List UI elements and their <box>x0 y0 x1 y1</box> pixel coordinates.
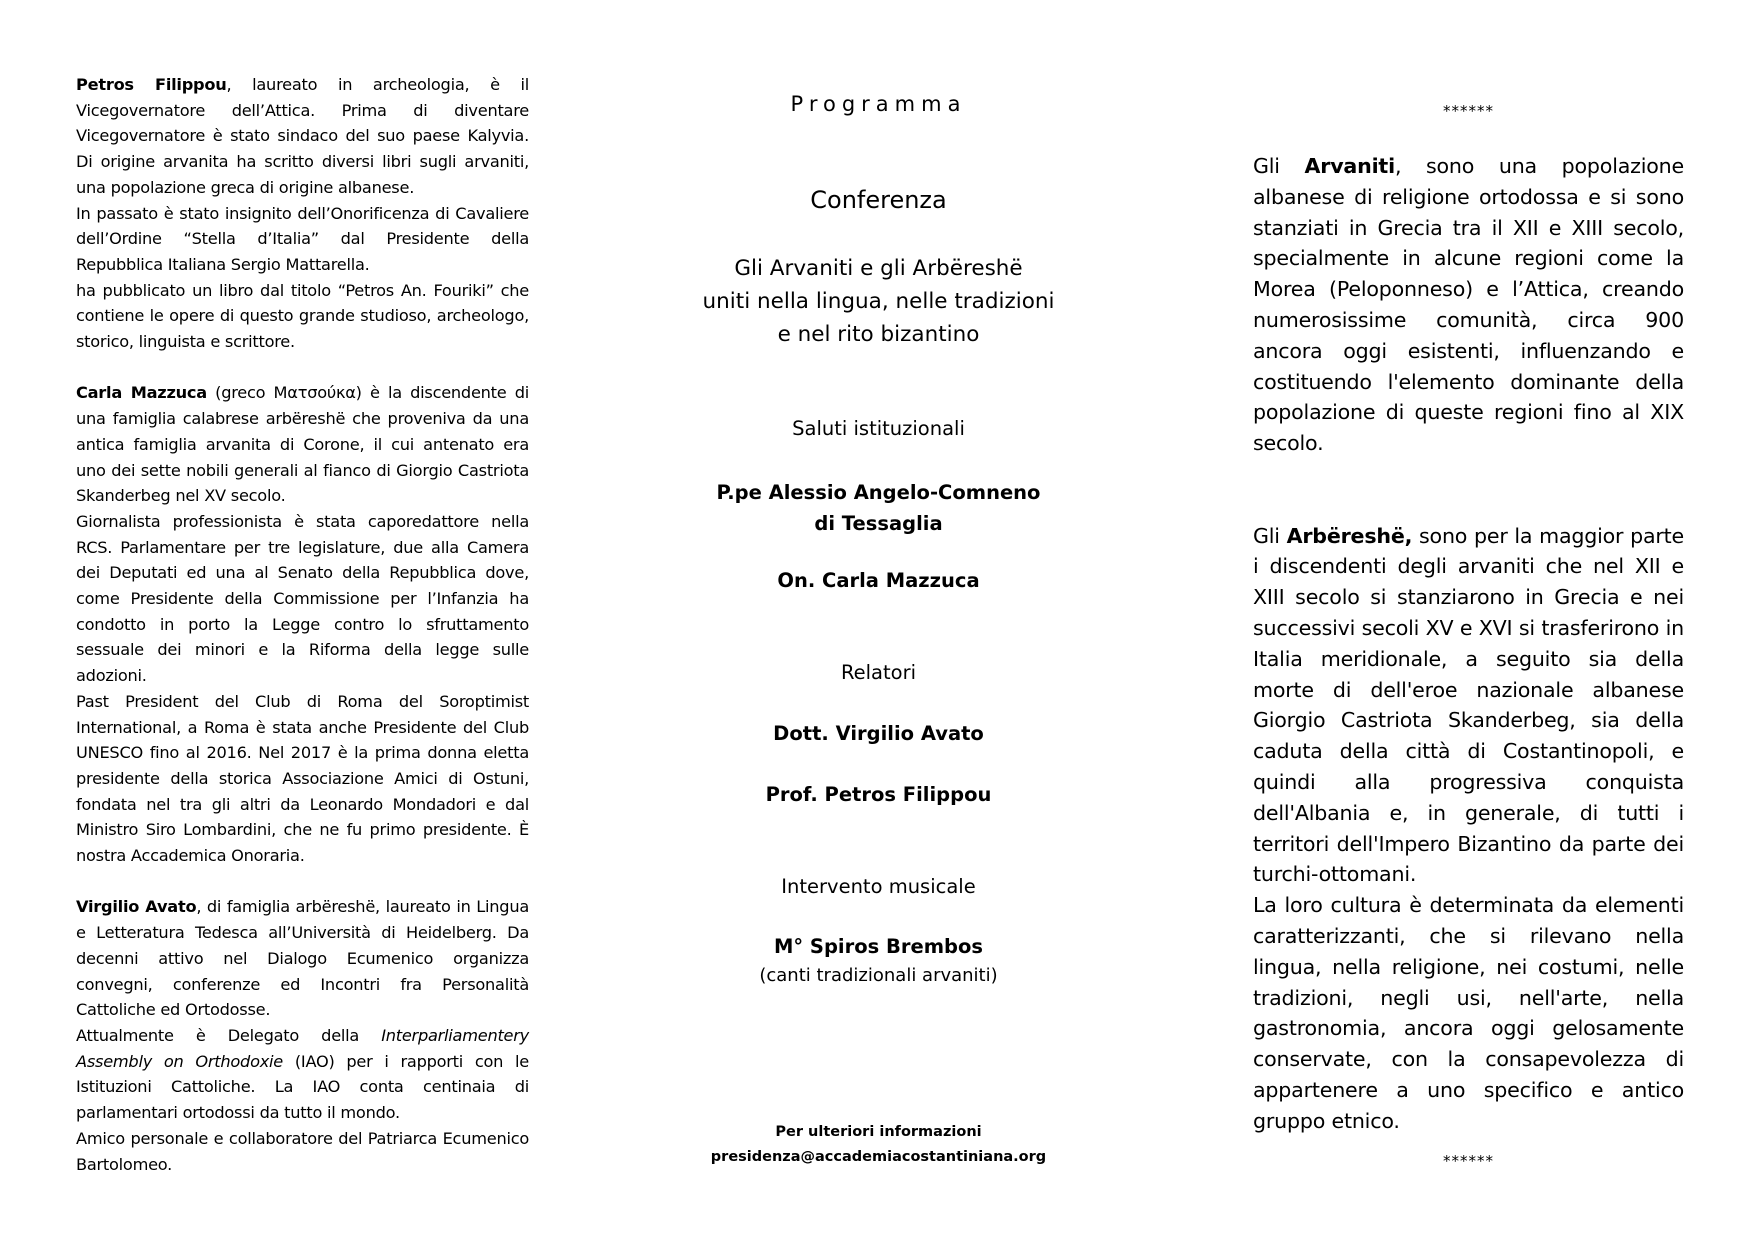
relatore-2: Prof. Petros Filippou <box>765 783 992 806</box>
musica-performer: M° Spiros Brembos <box>773 935 984 958</box>
arbereshe-paragraph: Gli Arbëreshë, sono per la maggior parte i discendenti degli arvaniti che nel XII e XIII secolo si stanziarono in Grecia e nei successivi secoli XV e XVI si trasferirono in Italia meridionale, a seguito sia della morte di dell'eroe nazionale albanese Giorgio Castriota Skanderbeg, sia della caduta della città di Costantinopoli, e quindi alla progressiva conquista dell'Albania e, in generale, di tutti i territori dell'Impero Bizantino da parte dei turchi-ottomani. <box>1253 523 1684 887</box>
arvaniti-term: Arvaniti <box>1304 154 1395 178</box>
bio-petros-3: ha pubblicato un libro dal titolo “Petros An. Fouriki” che contiene le opere di questo grande studioso, archeologo, storico, linguista e scrittore. <box>76 280 529 352</box>
spacer <box>76 869 529 895</box>
cultura-paragraph: La loro cultura è determinata da elementi caratterizzanti, che si rilevano nella lingua, nella religione, nei costumi, nelle tradizioni, negli usi, nell'arte, nella gastronomia, ancora oggi gelosamente conservate, con la consapevolezza di appartenere a uno specifico e antico gruppo etnico. <box>1253 893 1684 1133</box>
programma-heading: Programma <box>790 92 967 116</box>
left-column-bios <box>76 72 529 1177</box>
conference-title-line: uniti nella lingua, nelle tradizioni <box>702 289 1055 314</box>
info-heading: Per ulteriori informazioni <box>775 1124 982 1140</box>
bio-name-petros: Petros Filippou <box>76 75 227 94</box>
info-email: presidenza@accademiacostantiniana.org <box>710 1149 1047 1165</box>
musica-note: (canti tradizionali arvaniti) <box>759 965 998 986</box>
spacer <box>1253 459 1684 521</box>
musica-heading: Intervento musicale <box>781 875 976 898</box>
bio-virgilio-3: Amico personale e collaboratore del Patriarca Ecumenico Bartolomeo. <box>76 1128 529 1174</box>
relatori-heading: Relatori <box>840 661 917 684</box>
conference-title-line: Gli Arvaniti e gli Arbëreshë <box>734 256 1023 281</box>
bio-carla-2: Giornalista professionista è stata caporedattore nella RCS. Parlamentare per tre legislature, due alla Camera dei Deputati ed una al Senato della Repubblica dove, come Presidente della Commissione per l’Infanzia ha condotto in porto la Legge contro lo sfruttamento sessuale dei minori e la Riforma della legge sulle adozioni. <box>76 511 529 686</box>
separator-stars-bottom: ****** <box>1443 1151 1494 1170</box>
spacer <box>76 355 529 381</box>
conference-title <box>686 252 1071 351</box>
saluti-speaker-1: P.pe Alessio Angelo-Comneno di Tessaglia <box>716 481 1041 535</box>
bio-carla-1: Carla Mazzuca (greco Ματσούκα) è la discendente di una famiglia calabrese arbëreshë che proveniva da una antica famiglia arvanita di Corone, il cui antenato era uno dei sette nobili generali al fianco di Giorgio Castriota Skanderbeg nel XV secolo. <box>76 383 529 506</box>
bio-carla-3: Past President del Club di Roma del Soroptimist International, a Roma è stata anche Presidente del Club UNESCO fino al 2016. Nel 2017 è la prima donna eletta presidente della storica Associazione Amici di Ostuni, fondata nel tra gli altri da Leonardo Mondadori e dal Ministro Siro Lombardini, che ne fu primo presidente. È nostra Accademica Onoraria. <box>76 691 529 866</box>
separator-stars-top: ****** <box>1443 102 1494 120</box>
bio-virgilio-1: Virgilio Avato, di famiglia arbëreshë, laureato in Lingua e Letteratura Tedesca all’Università di Heidelberg. Da decenni attivo nel Dialogo Ecumenico organizza convegni, conferenze ed Incontri fra Personalità Cattoliche ed Ortodosse. <box>76 897 529 1020</box>
saluti-speaker-2: On. Carla Mazzuca <box>777 569 980 592</box>
conferenza-heading: Conferenza <box>810 186 947 214</box>
arvaniti-paragraph: Gli Arvaniti, sono una popolazione albanese di religione ortodossa e si sono stanziati in Grecia tra il XII e XIII secolo, specialmente in alcune regioni come la Morea (Peloponneso) e l’Attica, creando numerosissime comunità, circa 900 ancora oggi esistenti, influenzando e costituendo l'elemento dominante della popolazione di queste regioni fino al XIX secolo. <box>1253 154 1684 456</box>
right-column-history <box>1253 101 1684 1171</box>
bio-petros-1: Petros Filippou, laureato in archeologia, è il Vicegovernatore dell’Attica. Prima di diventare Vicegovernatore è stato sindaco del suo paese Kalyvia. Di origine arvanita ha scritto diversi libri sugli arvaniti, una popolazione greca di origine albanese. <box>76 75 530 197</box>
arbereshe-term: Arbëreshë, <box>1286 523 1413 548</box>
bio-petros-2: In passato è stato insignito dell’Onorificenza di Cavaliere dell’Ordine “Stella d’Italia” dal Presidente della Repubblica Italiana Sergio Mattarella. <box>76 203 529 274</box>
iao-name: Interparliamentery Assembly on Orthodoxie <box>76 1025 529 1071</box>
relatore-1: Dott. Virgilio Avato <box>773 722 984 745</box>
bio-virgilio-2: Attualmente è Delegato della Interparliamentery Assembly on Orthodoxie (IAO) per i rapporti con le Istituzioni Cattoliche. La IAO conta centinaia di parlamentari ortodossi da tutto il mondo. <box>76 1025 529 1123</box>
conference-title-line: e nel rito bizantino <box>777 322 980 347</box>
bio-name-virgilio: Virgilio Avato <box>76 897 197 917</box>
saluti-heading: Saluti istituzionali <box>792 417 965 440</box>
bio-name-carla: Carla Mazzuca <box>76 383 207 403</box>
